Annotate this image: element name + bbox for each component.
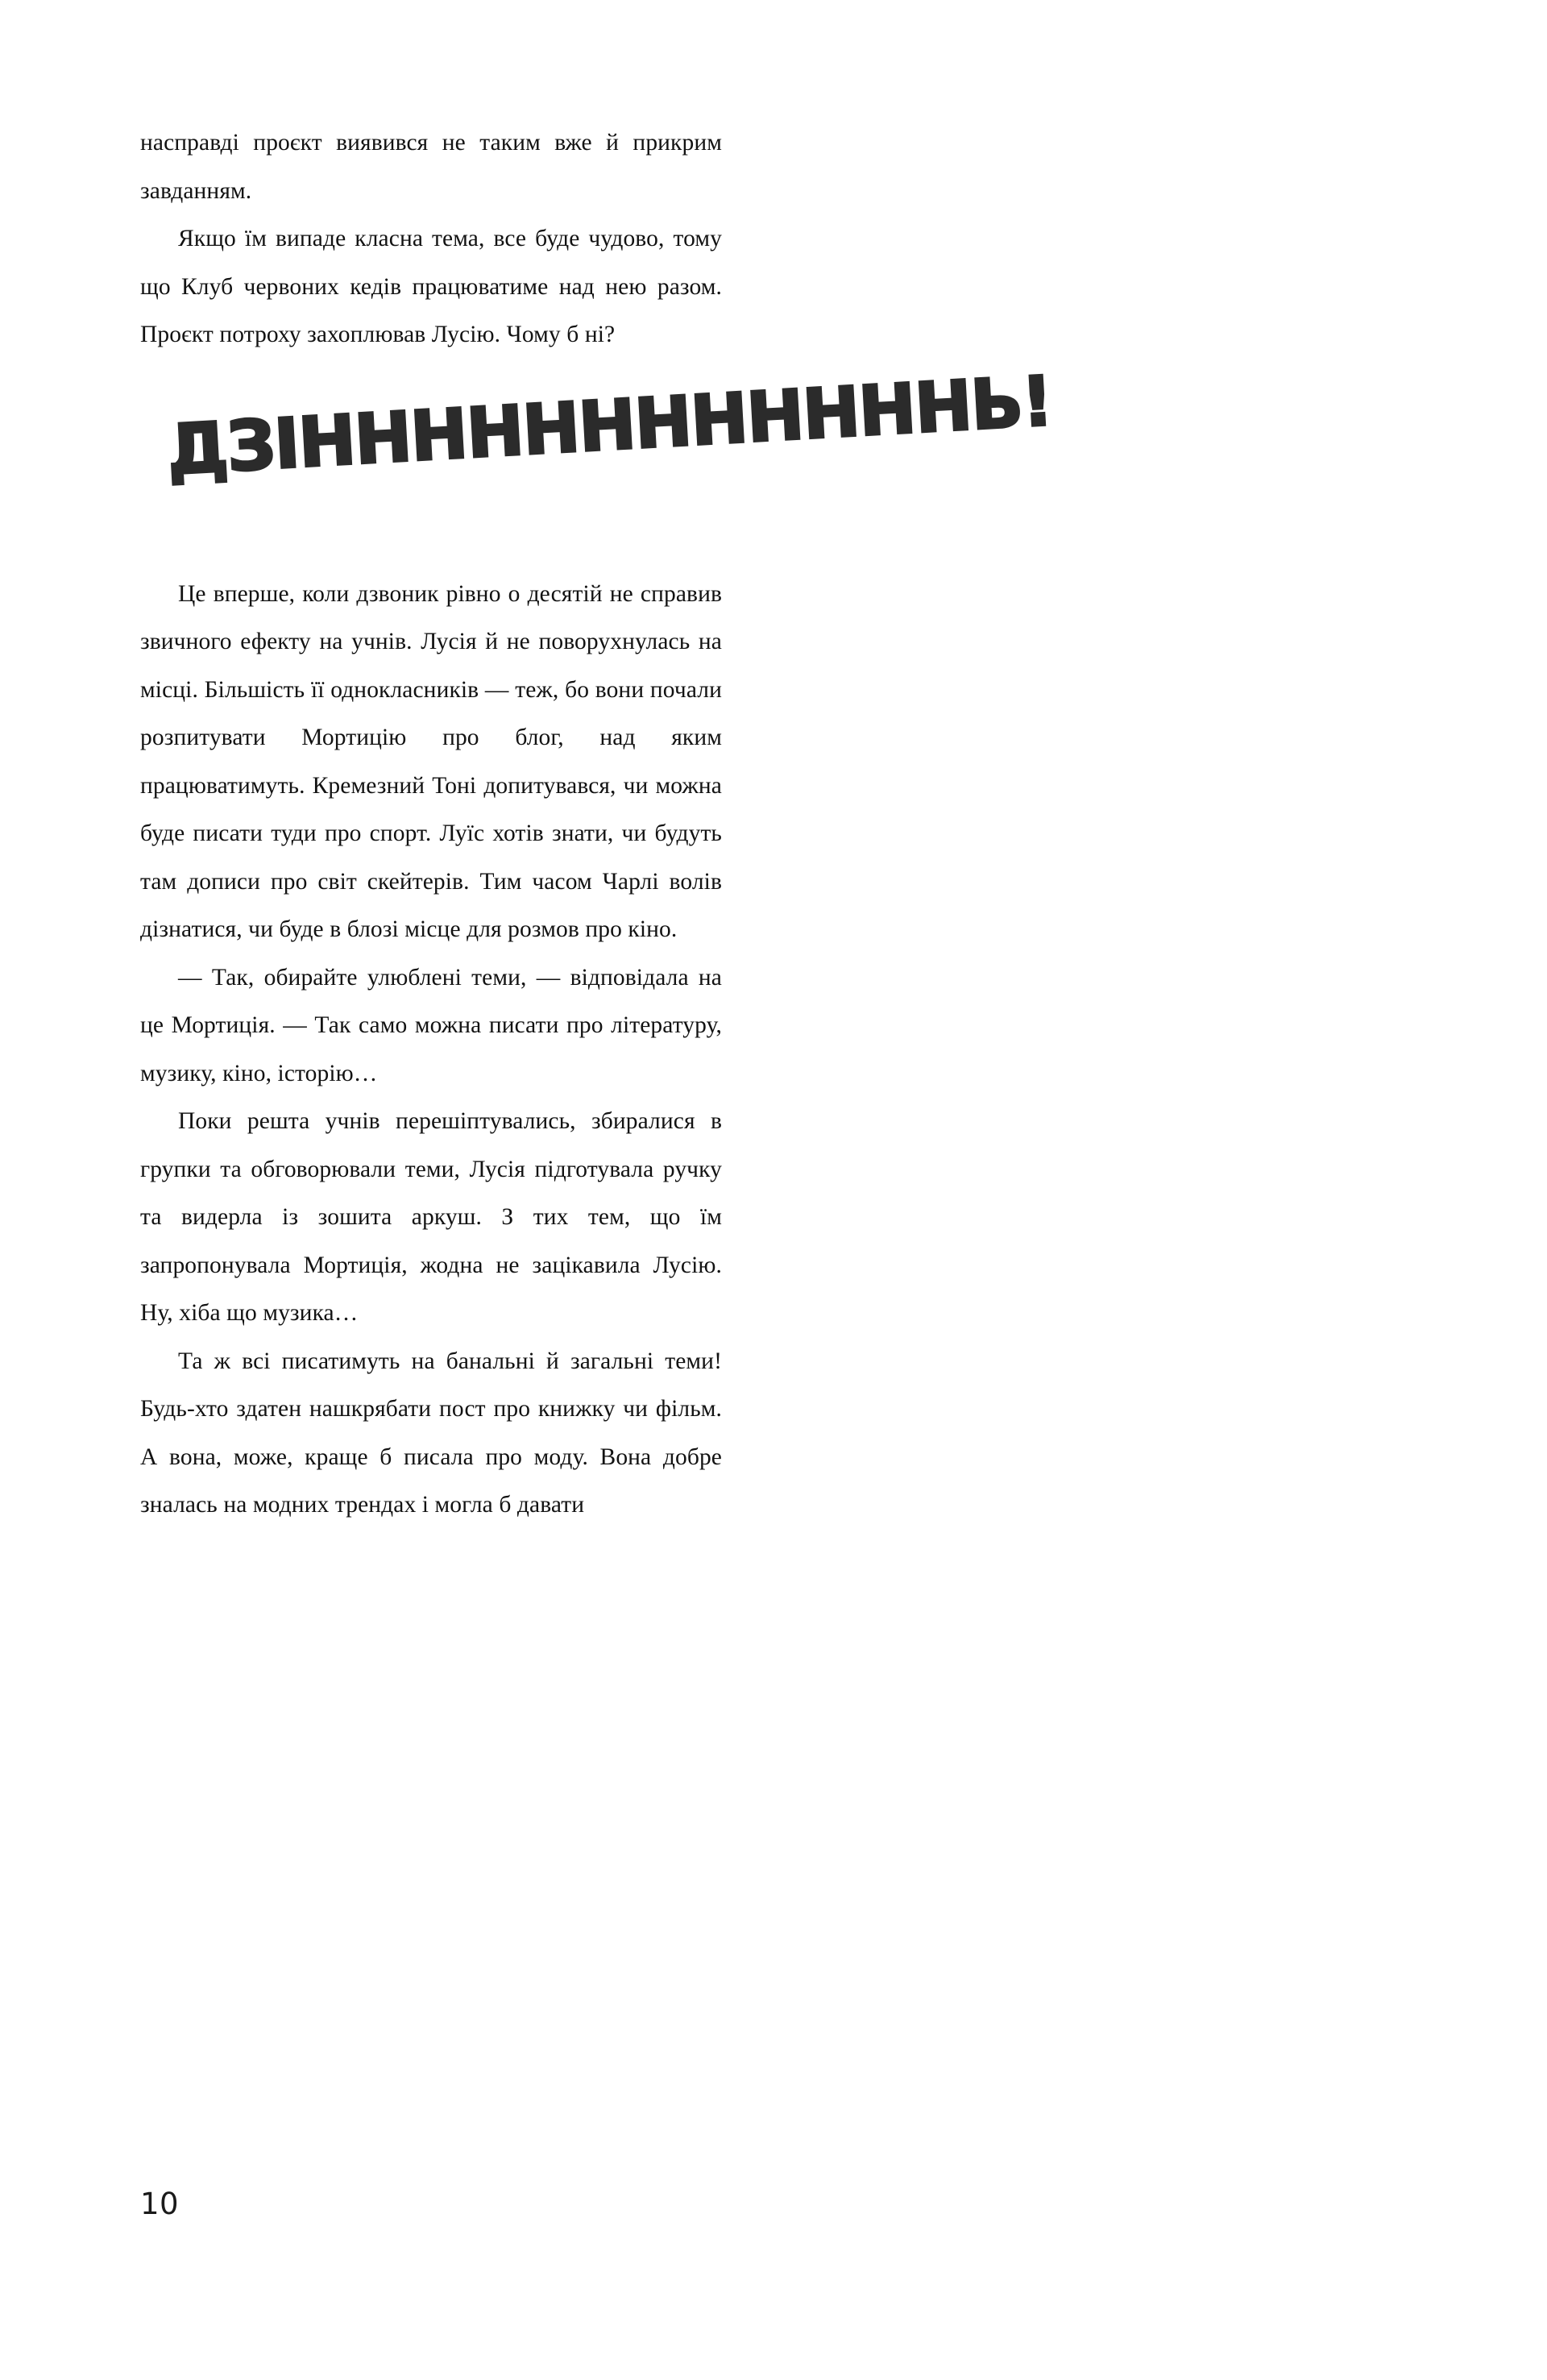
onomatopoeia-heading: ДЗІННННННННННННЬ! <box>164 361 1055 491</box>
page-number: 10 <box>140 2187 180 2221</box>
paragraph-dialogue: — Так, обирайте улюблені теми, — відповідала на це Мортиція. — Так само можна писати про літературу, музику, кіно, історію… <box>140 964 722 1086</box>
text-block <box>140 119 1055 1530</box>
paragraph: Якщо їм випаде класна тема, все буде чудово, тому що Клуб червоних кедів працюватиме над нею разом. Проєкт потроху захоплював Лусію. Чому б ні? <box>140 226 722 347</box>
paragraph: Це вперше, коли дзвоник рівно о десятій не справив звичного ефекту на учнів. Лусія й не поворухнулась на місці. Більшість її однокласників — теж, бо вони почали розпитувати Мортицію про блог, над яким працюватимуть. Кремезний Тоні допитувався, чи можна буде писати туди про спорт. Луїс хотів знати, чи будуть там дописи про світ скейтерів. Тим часом Чарлі волів дізнатися, чи буде в блозі місце для розмов про кіно. <box>140 580 722 942</box>
paragraph-continuation: насправді проєкт виявився не таким вже й прикрим завданням. <box>140 130 722 204</box>
paragraph: Та ж всі писатимуть на банальні й загальні теми! Будь-хто здатен нашкрябати пост про книжку чи фільм. А вона, може, краще б писала про моду. Вона добре зналась на модних трендах і могла б давати <box>140 1348 722 1518</box>
display-heading-slot <box>140 359 1055 571</box>
paragraph: Поки решта учнів перешіптувались, збиралися в групки та обговорювали теми, Лусія підготувала ручку та видерла із зошита аркуш. З тих тем, що їм запропонувала Мортиція, жодна не зацікавила Лусію. Ну, хіба що музика… <box>140 1108 722 1326</box>
